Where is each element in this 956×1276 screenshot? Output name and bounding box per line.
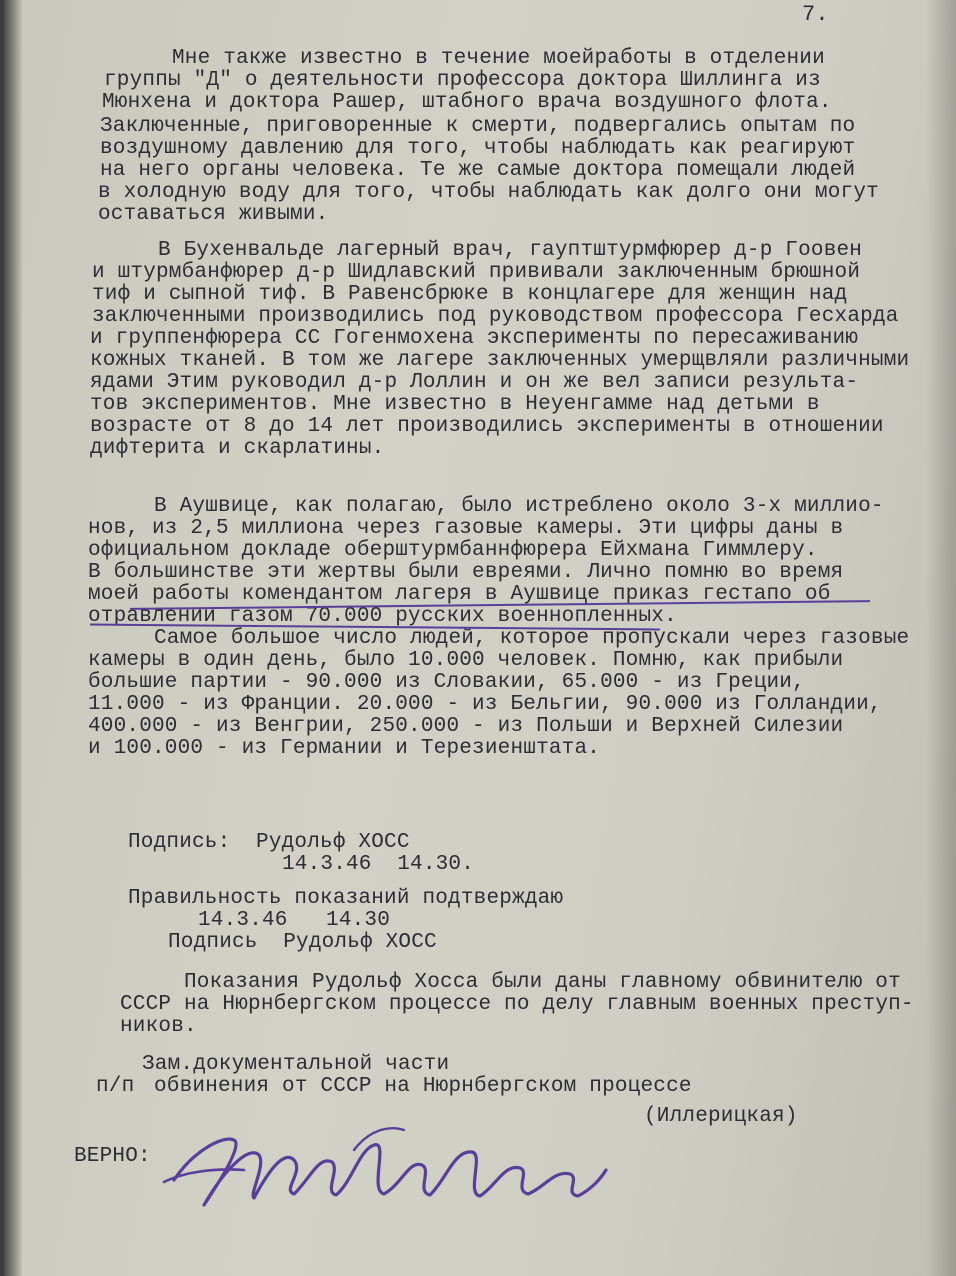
text-line: нов, из 2,5 миллиона через газовые камеры. Эти цифры даны в <box>88 517 844 540</box>
certified-label: ВЕРНО: <box>74 1145 151 1168</box>
document-page <box>4 0 956 1276</box>
text-line: В Бухенвальде лагерный врач, гауптштурмфюрер д-р Гоовен <box>158 239 863 262</box>
page-shadow <box>926 0 956 1276</box>
text-line: и штурмбанфюрер д-р Шидлавский прививали заключенным брюшной <box>92 261 861 284</box>
text-line: ядами Этим руководил д-р Лоллин и он же вел записи результа- <box>90 371 859 394</box>
binding-edge <box>4 0 22 1276</box>
text-line: и 100.000 - из Германии и Терезиенштата. <box>88 737 601 760</box>
text-line: 11.000 - из Франции. 20.000 - из Бельгии, 90.000 из Голландии, <box>88 693 882 716</box>
text-line: в холодную воду для того, чтобы наблюдать как долго они могут <box>98 181 879 204</box>
text-line: тов экспериментов. Мне известно в Неуенгамме над детьми в <box>90 393 820 416</box>
text-line: Самое большое число людей, которое пропускали через газовые <box>154 627 910 650</box>
text-line: Мюнхена и доктора Рашер, штабного врача воздушного флота. <box>102 91 832 114</box>
office-line: обвинения от СССР на Нюрнбергском процессе <box>154 1075 692 1098</box>
confirmation-line: Правильность показаний подтверждаю <box>128 887 564 910</box>
confirmation-date: 14.3.46 14.30 <box>198 909 391 932</box>
text-line: группы "Д" о деятельности профессора доктора Шиллинга из <box>104 69 821 92</box>
signature-date: 14.3.46 14.30. <box>282 853 475 876</box>
signature-line: Подпись: Рудольф ХОСС <box>128 831 410 854</box>
text-line: возрасте от 8 до 14 лет производились эксперименты в отношении <box>90 415 884 438</box>
text-line: кожных тканей. В том же лагере заключенных умерщвляли различными <box>90 349 910 372</box>
text-line: 400.000 - из Венгрии, 250.000 - из Польши и Верхней Силезии <box>88 715 844 738</box>
text-line: официальном докладе оберштурмбаннфюрера Ейхмана Гиммлеру. <box>88 539 818 562</box>
text-line: Мне также известно в течение моейработы в отделении <box>172 47 825 70</box>
text-line: большие партии - 90.000 из Словакии, 65.000 - из Греции, <box>88 671 805 694</box>
text-line: В большинстве эти жертвы были евреями. Лично помню во время <box>88 561 844 584</box>
text-line: моей работы комендантом лагеря в Аушвице приказ гестапо об <box>88 583 831 606</box>
office-line: Зам.документальной части <box>142 1053 450 1076</box>
text-line: воздушному давлению для того, чтобы наблюдать как реагируют <box>100 137 856 160</box>
text-line: тиф и сыпной тиф. В Равенсбрюке в концлагере для женщин над <box>92 283 848 306</box>
text-line: камеры в один день, было 10.000 человек. Помню, как прибыли <box>88 649 844 672</box>
office-name: (Иллерицкая) <box>644 1105 798 1128</box>
text-line: оставаться живыми. <box>98 203 329 226</box>
note-line: ников. <box>120 1015 197 1038</box>
text-line: дифтерита и скарлатины. <box>90 437 385 460</box>
text-line: на него органы человека. Те же самые доктора помещали людей <box>100 159 856 182</box>
text-line: отравлении газом 70.000 русских военнопленных. <box>88 605 677 628</box>
confirmation-signature: Подпись Рудольф ХОСС <box>168 931 437 954</box>
text-line: заключенными производились под руководством профессора Гесхарда <box>92 305 899 328</box>
text-line: и группенфюрера СС Гогенмохена эксперименты по пересаживанию <box>90 327 859 350</box>
page-number: 7. <box>802 2 829 27</box>
note-line: Показания Рудольф Хосса были даны главному обвинителю от <box>184 971 901 994</box>
office-prefix: п/п <box>96 1075 135 1098</box>
text-line: Заключенные, приговоренные к смерти, подвергались опытам по <box>100 115 856 138</box>
note-line: СССР на Нюрнбергском процессе по делу главным военных преступ- <box>120 993 914 1016</box>
text-line: В Аушвице, как полагаю, было истреблено около 3-х миллио- <box>154 495 884 518</box>
